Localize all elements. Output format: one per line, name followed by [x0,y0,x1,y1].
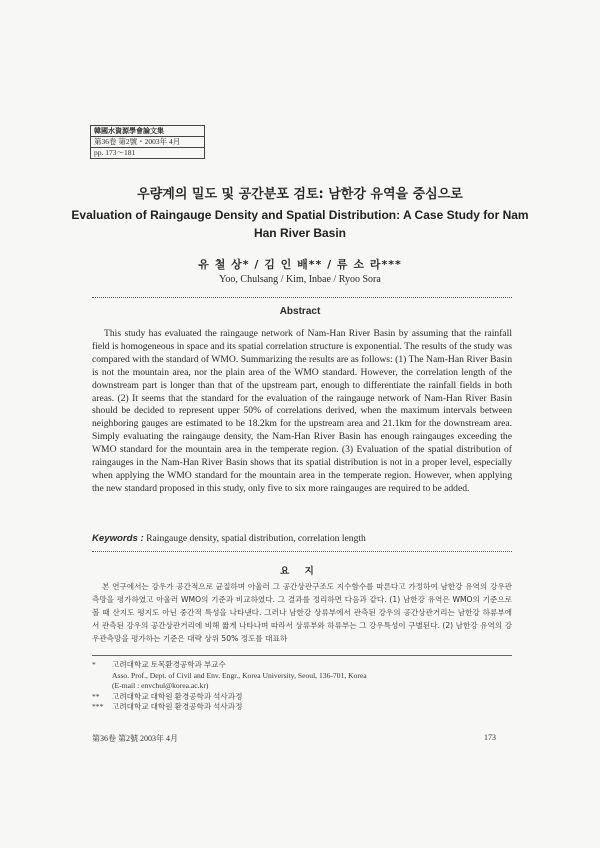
footer-journal-issue: 第36卷 第2號 2003年 4月 [92,734,178,743]
footnote: (E-mail : envchul@korea.ac.kr) [112,681,209,691]
abstract-heading: Abstract [279,306,321,317]
abstract-top-rule [92,297,512,298]
footnote: *** 고려대학교 대학원 환경공학과 석사과정 [92,702,243,712]
journal-pages: pp. 173～181 [91,147,204,158]
journal-info-box [90,125,205,159]
journal-name: 韓國水資源學會論文集 [94,127,164,135]
footnotes [92,660,512,713]
title-korean: 우량계의 밀도 및 공간분포 검토: 남한강 유역을 중심으로 [137,187,463,202]
abstract-body: This study has evaluated the raingauge network of Nam-Han River Basin by assuming that the rainfall field is homogeneous in space and its spatial correlation structure is exponential. The results of the study was compared with the standard of WMO. Summarizing the results are as follows: (1) The Nam-Han River Basin is not the mountain area, nor the plain area of the WMO standard. However, the correlation length of the downstream part is longer than that of the upstream part, enough to differentiate the rainfall fields in both areas. (2) It seems that the standard for the evaluation of the raingauge network of Nam-Han River Basin should be decided to represent upper 50% of correlations derived, when the maximum intervals between neighboring gauges are estimated to be 18.2km for the upstream area and 21.1km for the downstream area. Simply evaluating the raingauge density, the Nam-Han River Basin has enough raingauges exceeding the WMO standard for the mountain area in the temperate region. (3) Evaluation of the spatial distribution of raingauges in the Nam-Han River Basin shows that its spatial distribution is not in a proper level, especially when applying the WMO standard for the mountain area in the temperate region. However, when applying the new standard proposed in this study, only five to six more raingauges are required to be added. [92,328,512,494]
authors-english: Yoo, Chulsang / Kim, Inbae / Ryoo Sora [219,274,381,285]
page-number: 173 [484,733,496,742]
keywords-text: Raingauge density, spatial distribution, correlation length [146,533,366,544]
keywords-line [92,533,512,544]
korean-abstract-body: 본 연구에서는 강우가 공간적으로 균질하며 아울러 그 공간상관구조도 지수함수를 따른다고 가정하여 남한강 유역의 강우관측망을 평가하였고 아울러 WMO의 기준과 비교하였다. 그 결과를 정리하면 다음과 같다. (1) 남한강 유역은 WMO의 기준으로 볼 때 산지도 평지도 아닌 중간적 특성을 나타낸다. 그러나 남한강 상류부에서 관측된 강우의 공간상관거리는 남한강 하류부에서 관측된 강우의 공간상관거리에 비해 짧게 나타나며 따라서 상류부와 하류부는 그 강우특성이 구별된다. (2) 남한강 유역의 강우관측망을 평가하는 기준은 대략 상위 50% 정도를 대표하 [92,582,512,643]
title-english: Evaluation of Raingauge Density and Spatial Distribution: A Case Study for Nam Han River Basin [71,208,529,240]
abstract-bottom-rule [92,551,512,552]
journal-volume: 第36卷 第2號・2003年 4月 [91,136,204,147]
authors-korean: 유 철 상* / 김 인 배** / 류 소 라*** [198,258,402,271]
footnote: * 고려대학교 토목환경공학과 부교수 [92,660,226,669]
footnote: ** 고려대학교 대학원 환경공학과 석사과정 [92,691,243,701]
footnote: Asso. Prof., Dept. of Civil and Env. Engr., Korea University, Seoul, 136-701, Korea [112,670,367,680]
korean-abstract-heading: 요 지 [280,566,320,577]
footnote-rule [92,655,512,656]
keywords-label: Keywords : [92,533,144,544]
